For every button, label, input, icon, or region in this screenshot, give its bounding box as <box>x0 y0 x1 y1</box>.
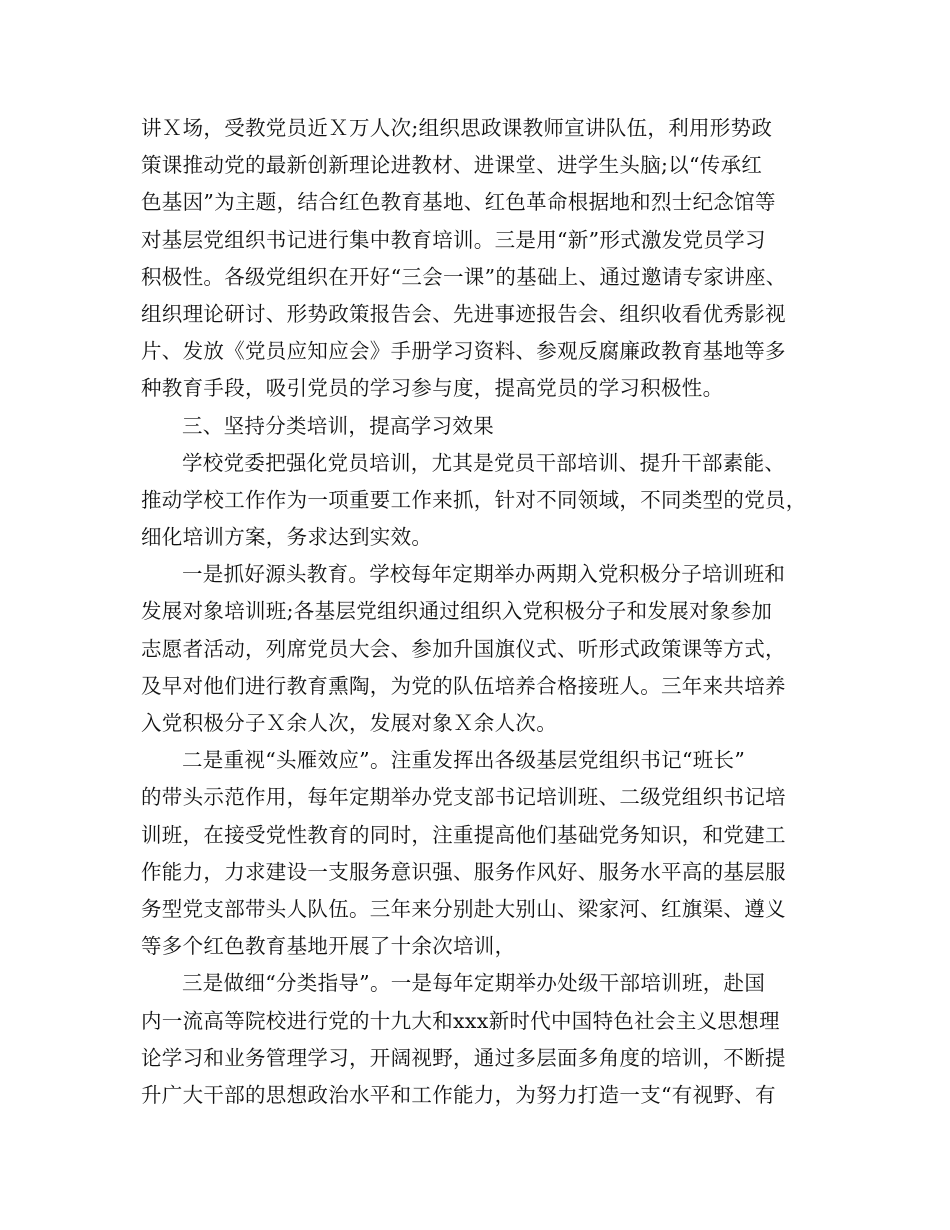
text-line: 种教育手段，吸引党员的学习参与度，提高党员的学习积极性。 <box>141 376 724 401</box>
text-line: 推动学校工作作为一项重要工作来抓，针对不同领域，不同类型的党员， <box>141 487 807 512</box>
text-line: 志愿者活动，列席党员大会、参加升国旗仪式、听形式政策课等方式， <box>141 636 786 661</box>
paragraph-first-line: 三、坚持分类培训，提高学习效果 <box>182 413 494 438</box>
document-body <box>141 110 816 1114</box>
text-line: 内一流高等院校进行党的十九大和xxx新时代中国特色社会主义思想理 <box>141 1008 780 1033</box>
text-line: 务型党支部带头人队伍。三年来分别赴大别山、梁家河、红旗渠、遵义 <box>141 896 786 921</box>
text-line: 组织理论研讨、形势政策报告会、先进事迹报告会、组织收看优秀影视 <box>141 301 786 326</box>
text-line: 色基因”为主题，结合红色教育基地、红色革命根据地和烈士纪念馆等 <box>141 190 776 215</box>
text-line: 升广大干部的思想政治水平和工作能力，为努力打造一支“有视野、有 <box>141 1082 776 1107</box>
paragraph-first-line: 三是做细“分类指导”。一是每年定期举办处级干部培训班，赴国 <box>182 971 766 996</box>
text-line: 片、发放《党员应知应会》手册学习资料、参观反腐廉政教育基地等多 <box>141 339 786 364</box>
paragraph-first-line: 学校党委把强化党员培训，尤其是党员干部培训、提升干部素能、 <box>182 450 786 475</box>
text-line: 的带头示范作用，每年定期举办党支部书记培训班、二级党组织书记培 <box>141 785 786 810</box>
text-line: 细化培训方案，务求达到实效。 <box>141 525 433 550</box>
text-line: 积极性。各级党组织在开好“三会一课”的基础上、通过邀请专家讲座、 <box>141 264 787 289</box>
text-line: 讲Ｘ场，受教党员近Ｘ万人次;组织思政课教师宣讲队伍，利用形势政 <box>141 116 773 140</box>
text-line: 作能力，力求建设一支服务意识强、服务作风好、服务水平高的基层服 <box>141 859 786 884</box>
paragraph-first-line: 二是重视“头雁效应”。注重发挥出各级基层党组织书记“班长” <box>182 748 746 773</box>
text-line: 发展对象培训班;各基层党组织通过组织入党积极分子和发展对象参加 <box>141 599 773 624</box>
text-line: 训班，在接受党性教育的同时，注重提高他们基础党务知识，和党建工 <box>141 822 786 847</box>
text-line: 对基层党组织书记进行集中教育培训。三是用“新”形式激发党员学习 <box>141 227 766 252</box>
paragraph-first-line: 一是抓好源头教育。学校每年定期举办两期入党积极分子培训班和 <box>182 562 786 587</box>
text-line: 及早对他们进行教育熏陶，为党的队伍培养合格接班人。三年来共培养 <box>141 673 786 698</box>
text-line: 入党积极分子Ｘ余人次，发展对象Ｘ余人次。 <box>141 711 557 735</box>
text-line: 等多个红色教育基地开展了十余次培训， <box>141 934 516 959</box>
text-line: 策课推动党的最新创新理论进教材、进课堂、进学生头脑;以“传承红 <box>141 153 763 178</box>
text-line: 论学习和业务管理学习，开阔视野，通过多层面多角度的培训，不断提 <box>141 1045 786 1070</box>
